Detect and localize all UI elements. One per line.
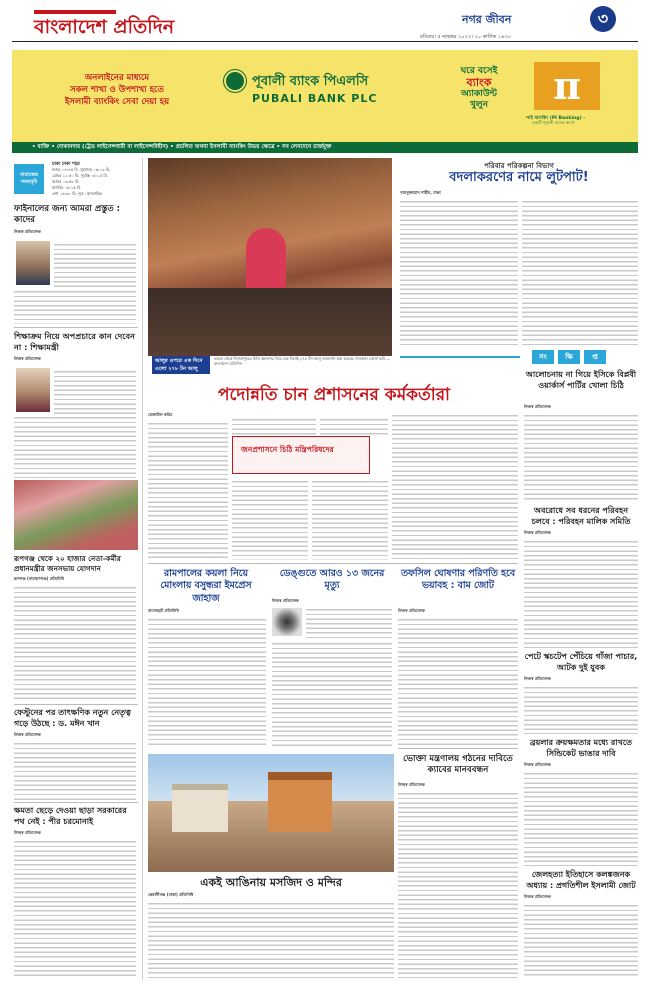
syndicate-headline: ব্রয়লার ক্রয়ক্ষমতার মধ্যে রাখতে সিন্ডিকেট ভাঙার দাবি (529, 738, 633, 758)
jail-body (524, 902, 638, 978)
column-divider (142, 158, 143, 980)
mosquito-image (272, 608, 302, 636)
date-line: রবিবার। ৫ নভেম্বর ২০২৩। ২০ কার্তিক ১৪৩০ (420, 34, 511, 40)
dengue-byline: নিজস্ব প্রতিবেদক (272, 598, 299, 603)
rally-byline: রূপগঞ্জ (নারায়ণগঞ্জ) প্রতিনিধি (14, 576, 64, 581)
rally-caption: রূপগঞ্জ থেকে ২০ হাজার নেতা-কর্মীর প্রধানমন্ত্রীর জনসভায় যোগদান (14, 554, 121, 573)
prayer-row: ফজর ০৪:৪৫ মি. সূর্যোদয় ০৬:০৯ মি. (52, 167, 111, 172)
transport-headline: অবরোধে সব ধরনের পরিবহন চলবে : পরিবহন মালিক সমিতি (531, 506, 631, 526)
sangkhipta-letter: ক্ষি (558, 350, 580, 364)
minister-portrait (16, 368, 50, 412)
pullquote-box (232, 436, 370, 474)
potato-photo (148, 158, 392, 356)
education-headline: শিক্ষাক্রম নিয়ে অপপ্রচারে কান দেবেন না : শিক্ষামন্ত্রী (14, 331, 136, 352)
mosque-byline: কেরানীগঞ্জ (ঢাকা) প্রতিনিধি (148, 892, 194, 897)
education-body (54, 368, 136, 420)
leadership-body (14, 740, 136, 800)
masthead-rule (12, 41, 638, 42)
ad-line3: ইসলামী ব্যাংকিং সেবা দেয়া হয় (64, 97, 170, 107)
quader-portrait (16, 241, 50, 285)
ad-left-text (42, 72, 192, 108)
schedule-body (398, 616, 518, 746)
final-byline: নিজস্ব প্রতিবেদক (14, 229, 41, 234)
pi-banking-sub: একটি পূবালী ব্যাংক অ্যাপ (532, 120, 575, 125)
prayer-box (14, 160, 124, 198)
potato-caption-box: আলুর ওপরে এক দিনে এলো ২৭৮ টন আলু (152, 356, 210, 374)
resign-body (14, 838, 136, 978)
coal-body (148, 616, 266, 748)
promotion-body-col3b (312, 478, 388, 560)
leadership-byline: নিজস্ব প্রতিবেদক (14, 732, 41, 737)
university-headline: আলোচনায় না গিয়ে ইসিকে বিপ্লবী ওয়ার্কার্স পার্টির খোলা চিঠি (525, 370, 637, 390)
promotion-headline: পদোন্নতি চান প্রশাসনের কর্মকর্তারা (218, 385, 450, 405)
promotion-byline: রেজাউল করিম (148, 412, 173, 417)
resign-byline: নিজস্ব প্রতিবেদক (14, 830, 41, 835)
page-number: ৩ (590, 6, 616, 32)
mosque-headline: একই আঙিনায় মসজিদ ও মন্দির (200, 876, 342, 889)
bank-name-en: PUBALI BANK PLC (252, 92, 378, 105)
rally-body (14, 584, 136, 702)
consumer-body (398, 790, 518, 978)
sangkhipta-banner (524, 350, 638, 364)
education-byline: নিজস্ব প্রতিবেদক (14, 356, 41, 361)
section-label: নগর জীবন (462, 13, 512, 26)
ad-right-line2: ব্যাংক (466, 76, 492, 89)
university-body (524, 412, 638, 502)
transport-body (524, 538, 638, 648)
masthead (12, 4, 638, 42)
prayer-row: মাগরিব ০৫:১৫ মি. (52, 185, 82, 190)
ad-benefit-strip: • ব্যক্তি • দোকানদার (ট্রেড লাইসেন্সধারী বা লাইসেন্সবিহীন) • প্রচলিত অথবা ইসলামী ব্যাংকিং উভয় ক্ষেত্রে • সব লেনদেনে চার্জমুক্ত (12, 142, 638, 153)
ad-line2: সকল শাখা ও উপশাখা হতে (70, 85, 164, 95)
promotion-body-col1 (148, 420, 228, 560)
bank-logo-icon (224, 70, 246, 92)
column-rule (14, 704, 138, 705)
truck (148, 288, 392, 356)
ganja-headline: পেটে স্কচটেপ পেঁচিয়ে গাঁজা পাচার, আটক দুই যুবক (524, 652, 638, 672)
pi-banking-logo-icon: π (534, 62, 600, 110)
family-kicker: পরিবার পরিকল্পনা বিভাগ (484, 162, 554, 170)
promotion-body-col4 (392, 412, 518, 560)
prayer-row: যোহর ১১:৫০ মি. সূর্যাস্ত ০৫:১৫ মি. (52, 173, 108, 178)
mosque-building (172, 784, 228, 832)
bank-advertisement (12, 50, 638, 142)
ganja-byline: নিজস্ব প্রতিবেদক (524, 676, 551, 681)
sangkhipta-letter: সং (532, 350, 554, 364)
ad-right-line3: অ্যাকাউন্ট (460, 89, 497, 99)
masthead-title: বাংলাদেশ প্রতিদিন (34, 16, 175, 38)
schedule-headline: তফসিল ঘোষণার পরিণতি হবে ভয়াবহ : বাম জোট (400, 568, 516, 592)
sangkhipta-letter: প্ত (584, 350, 606, 364)
coal-headline: রামপালের কয়লা নিয়ে মোংলায় বসুন্ধরা ইমপ্রেস জাহাজ (160, 568, 252, 604)
temple-building (268, 772, 332, 832)
potato-caption-text: ভারত থেকে দিনাজপুরের হিলি স্থলবন্দর দিয়ে এক দিনেই ২৭৮ টন আলু আমদানি করা হয়েছে। গতকাল তোলা ছবি —বাংলাদেশ প্রতিদিন (214, 356, 390, 366)
prayer-row: এশা ০৬:৩০ মি. সূত্র : ইসলামিক (52, 191, 102, 196)
rally-photo (14, 480, 138, 550)
ad-line1: অনলাইনের মাধ্যমে (84, 73, 150, 83)
schedule-byline: নিজস্ব প্রতিবেদক (398, 608, 425, 613)
dengue-body (306, 606, 392, 640)
family-body-col1 (400, 198, 518, 348)
family-headline: বদলাকরণের নামে লুটপাট! (449, 170, 589, 185)
prayer-label: নামাজের সময়সূচি (14, 164, 44, 194)
promotion-body-col2 (232, 416, 316, 436)
resign-headline: ক্ষমতা ছেড়ে দেওয়া ছাড়া সরকারের পথ নেই : পীর চরমোনাই (14, 806, 127, 826)
transport-byline: নিজস্ব প্রতিবেদক (524, 530, 551, 535)
final-body-2 (14, 288, 136, 324)
bank-name-bn: পূবালী ব্যাংক পিএলসি (252, 74, 369, 89)
jail-byline: নিজস্ব প্রতিবেদক (524, 894, 551, 899)
jail-headline: জেলহত্যা ইতিহাসে কলঙ্কজনক অধ্যায় : প্রগতিশীল ইসলামী জোট (526, 870, 636, 890)
column-rule (14, 327, 138, 328)
section-rule (398, 748, 518, 749)
ganja-body (524, 684, 638, 734)
consumer-byline: নিজস্ব প্রতিবেদক (398, 782, 425, 787)
family-byline: সামসুজ্জামান শাহীন, ঢাকা (400, 190, 441, 195)
final-headline: ফাইনালের জন্য আমরা প্রস্তুত : কাদের (14, 204, 121, 225)
education-body-2 (14, 414, 136, 478)
pi-banking-label: পাই ব্যাংকিং (PI Banking) - (526, 116, 586, 121)
promotion-body-col2b (232, 478, 308, 560)
column-rule (14, 802, 138, 803)
consumer-headline: ভোক্তা মন্ত্রণালয় গঠনের দাবিতে ক্যাবের মানববন্ধন (403, 754, 513, 776)
section-rule (148, 563, 518, 564)
university-byline: নিজস্ব প্রতিবেদক (524, 404, 551, 409)
family-body-col2 (522, 198, 638, 348)
prayer-row: আসর ০৩:৪৮ মি. (52, 179, 80, 184)
dengue-headline: ডেঙ্গুতে আরও ১৩ জনের মৃত্যু (279, 568, 385, 592)
mosque-temple-photo (148, 754, 394, 872)
pullquote-text: জনপ্রশাসনে চিঠি মন্ত্রিপরিষদের (241, 445, 334, 454)
syndicate-byline: নিজস্ব প্রতিবেদক (524, 762, 551, 767)
leadership-headline: ফেস্টুনের পর তাৎক্ষণিক নতুন নেতৃত্ব গড়ে উঠছে : ড. মঈন খান (14, 708, 131, 728)
dengue-body-2 (272, 640, 392, 748)
ad-right-line4: খুলুন (470, 100, 488, 110)
ad-right-line1: ঘরে বসেই (460, 66, 498, 76)
coal-byline: বাগেরহাট প্রতিনিধি (148, 608, 179, 613)
prayer-header: ঢাকা ঢাকা শহর (52, 162, 80, 167)
syndicate-body (524, 770, 638, 866)
ad-right-text (444, 66, 514, 111)
mosque-body (148, 900, 394, 978)
sangkhipta-rule (400, 356, 520, 358)
promotion-body-col3 (320, 416, 388, 436)
